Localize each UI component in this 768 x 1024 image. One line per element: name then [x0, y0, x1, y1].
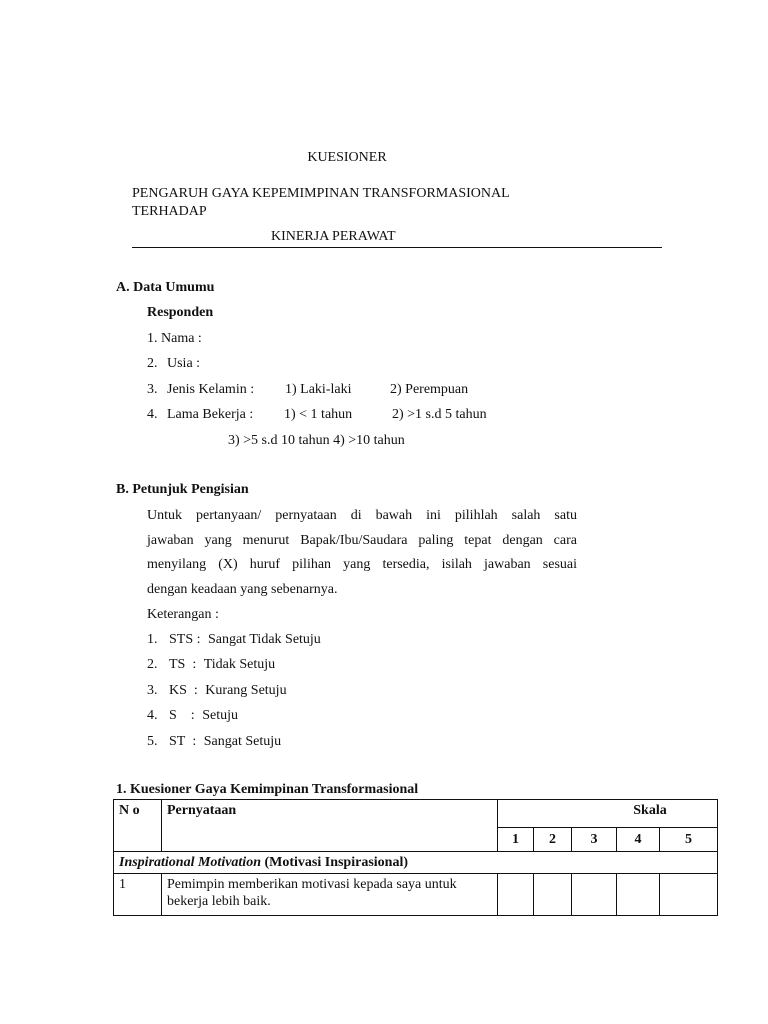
field-work-duration — [147, 407, 253, 423]
field-name — [147, 331, 202, 347]
legend-code: S : — [169, 708, 195, 723]
row-statement: Pemimpin memberikan motivasi kepada saya untuk bekerja lebih baik. — [162, 874, 498, 916]
keterangan-label: Keterangan : — [147, 607, 219, 622]
page-title: KUESIONER — [307, 150, 387, 165]
legend-code: STS : — [169, 632, 201, 647]
duration-options-3-4: 3) >5 s.d 10 tahun 4) >10 tahun — [228, 433, 405, 448]
questionnaire-table — [113, 799, 718, 916]
gender-option-1: 1) Laki-laki — [285, 382, 352, 397]
answer-cell-2[interactable] — [534, 874, 572, 916]
section-name-translation: (Motivasi Inspirasional) — [260, 855, 408, 870]
item-number: 2. — [147, 356, 158, 371]
legend-item — [147, 683, 287, 699]
field-label: Lama Bekerja : — [167, 407, 254, 422]
legend-code: KS : — [169, 683, 198, 698]
respondent-subheading: Responden — [147, 305, 214, 320]
answer-cell-3[interactable] — [572, 874, 617, 916]
title-underline — [132, 247, 662, 248]
instruction-line-4: dengan keadaan yang sebenarnya. — [147, 582, 338, 597]
item-number: 3. — [147, 382, 158, 397]
legend-code: ST : — [169, 734, 197, 749]
section-row-inspirational-motivation — [114, 852, 718, 874]
scale-header-5: 5 — [660, 828, 718, 852]
scale-header-4: 4 — [617, 828, 660, 852]
legend-number: 3. — [147, 683, 158, 698]
row-number: 1 — [114, 874, 162, 916]
answer-cell-4[interactable] — [617, 874, 660, 916]
questionnaire-heading: 1. Kuesioner Gaya Kemimpinan Transformasional — [116, 782, 419, 797]
legend-description: Sangat Setuju — [203, 734, 282, 749]
answer-cell-1[interactable] — [498, 874, 534, 916]
table-row — [114, 874, 718, 916]
subtitle-line-3: KINERJA PERAWAT — [271, 229, 396, 244]
legend-number: 4. — [147, 708, 158, 723]
field-label: Usia : — [167, 356, 201, 371]
scale-header-1: 1 — [498, 828, 534, 852]
instruction-line-3: menyilang (X) huruf pilihan yang tersedia, isilah jawaban sesuai — [147, 557, 577, 572]
subtitle-line-1: PENGARUH GAYA KEPEMIMPINAN TRANSFORMASIONAL — [132, 186, 510, 201]
item-number: 4. — [147, 407, 158, 422]
item-number: 1. — [147, 331, 158, 346]
field-label: Nama : — [161, 331, 202, 346]
column-header-scale: Skala — [498, 800, 718, 828]
section-a-heading: A. Data Umumu — [116, 280, 215, 295]
legend-item — [147, 657, 275, 673]
section-b-heading: B. Petunjuk Pengisian — [116, 482, 249, 497]
gender-option-2: 2) Perempuan — [390, 382, 469, 397]
legend-description: Kurang Setuju — [205, 683, 287, 698]
legend-number: 1. — [147, 632, 158, 647]
legend-description: Sangat Tidak Setuju — [208, 632, 321, 647]
duration-option-1: 1) < 1 tahun — [284, 407, 353, 422]
section-name-italic: Inspirational Motivation — [119, 855, 261, 870]
legend-description: Tidak Setuju — [203, 657, 276, 672]
subtitle-line-2: TERHADAP — [132, 204, 207, 219]
legend-item — [147, 632, 321, 648]
legend-description: Setuju — [202, 708, 238, 723]
legend-number: 2. — [147, 657, 158, 672]
column-header-statement: Pernyataan — [162, 800, 498, 852]
legend-item — [147, 708, 238, 724]
answer-cell-5[interactable] — [660, 874, 718, 916]
instruction-line-1: Untuk pertanyaan/ pernyataan di bawah ini pilihlah salah satu — [147, 508, 577, 523]
instruction-line-2: jawaban yang menurut Bapak/Ibu/Saudara paling tepat dengan cara — [147, 533, 577, 548]
legend-number: 5. — [147, 734, 158, 749]
field-age — [147, 356, 200, 372]
field-label: Jenis Kelamin : — [167, 382, 255, 397]
column-header-no: N o — [114, 800, 162, 852]
legend-code: TS : — [169, 657, 197, 672]
field-gender — [147, 382, 254, 398]
duration-option-2: 2) >1 s.d 5 tahun — [392, 407, 487, 422]
scale-header-3: 3 — [572, 828, 617, 852]
scale-header-2: 2 — [534, 828, 572, 852]
legend-item — [147, 734, 281, 750]
